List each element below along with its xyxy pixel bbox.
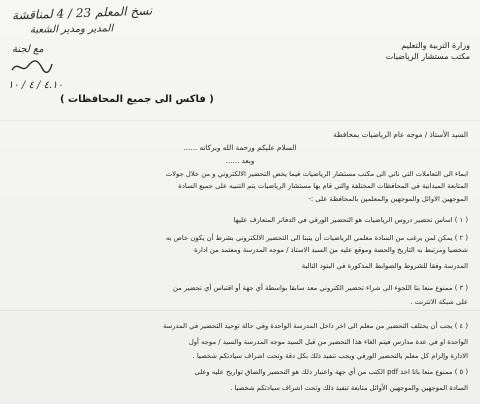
handwritten-date: ٤.١٠ / ٤ / ١٠ <box>8 80 63 91</box>
handwritten-note-line1: نسخ المعلم 23 / 4 لمناقشة <box>11 3 153 23</box>
greeting-line: السلام عليكم ورحمة الله وبركاته ...... <box>183 143 297 152</box>
body-line: المدرسة وفقا للشروط والضوابط المذكورة في البنود التالية <box>301 262 468 270</box>
fax-title: ( فاكس الى جميع المحافظات ) <box>60 94 214 105</box>
body-line: ( ٥ ) ممنوع منعا باتا اخذ pdf الكتب من أي جهة واعتبار ذلك هو التحضير والصاق تواريخ عليه وعلى <box>194 368 468 376</box>
body-line: ( ١ ) اساس تحضير دروس الرياضيات هو التحضير الورقي في الدفاتر المتعارف عليها <box>233 216 468 224</box>
body-line: شخصيا ومرتبط به التاريخ والحصة وموقع عليه من السيد الاستاذ / موجه المدرسة ومعتمد من ادارة <box>194 246 468 254</box>
body-line: ابماء الى التعاملات التي ناتي الى مكتب مستشار الرياضيات فيما يخص التحضير الالكتروني و من خلال جولات <box>165 170 468 178</box>
body-line: ( ٤ ) يجب أن يختلف التحضير من معلم الى اخر داخل المدرسة الواحدة وفي حالة توحيد التحضير في المدرسة <box>162 322 468 330</box>
body-line: المتابعة الميدانية في المحافظات المختلفة والتي قام بها مستشار الرياضيات يتم التنبيه على جميع السادة <box>178 182 468 190</box>
addressee-line: السيد الأستاذ / موجه عام الرياضيات بمحافظة <box>333 130 468 139</box>
office-name: مكتب مستشار الرياضيات <box>385 52 470 61</box>
ministry-name: وزارة التربية والتعليم <box>401 41 470 50</box>
body-line: الموجهين الاوائل والموجهين والمعلمين بالمحافظة على :- <box>308 195 468 203</box>
body-line: ( ٣ ) ممنوع منعا بتا اللجوء الى شراء تحضير الكتروني معد سابقا بواسطة أي جهة أو اقتباس أي تحضير من <box>172 284 468 292</box>
handwritten-signature <box>10 58 54 76</box>
scan-artefact <box>0 310 480 311</box>
handwritten-note-line2: المدير ومدير الشعبة <box>29 23 114 36</box>
handwritten-note-line3: مع لجنة <box>12 44 44 55</box>
ministry-header <box>386 40 470 62</box>
after-greeting-line: وبعد ...... <box>225 156 255 165</box>
body-line: السادة الموجهين والموجهين الأوائل متابعة تنفيذ ذلك وتحت اشراف سيادتكم شخصيا . <box>230 384 468 392</box>
body-line: الواحدة او في عدة مدارس فيتم الغاء هذا التحضير من قبل السيد موجه المدرسة والسيد / موجه أول <box>188 338 468 346</box>
body-line: على شبكة الانترنت . <box>410 298 468 306</box>
scan-artefact <box>0 120 480 121</box>
body-line: الادارة وإلزام كل معلم بالتحضير الورقي ويجب تنفيذ ذلك بكل دقة وتحت اشراف سيادتكم شخصيا . <box>192 352 468 360</box>
body-line: ( ٢ ) يمكن لمن يرغب من السادة معلمي الرياضيات أن يتبنا الى التحضير الالكتروني بشرط أن يكون خاص به <box>165 234 468 242</box>
